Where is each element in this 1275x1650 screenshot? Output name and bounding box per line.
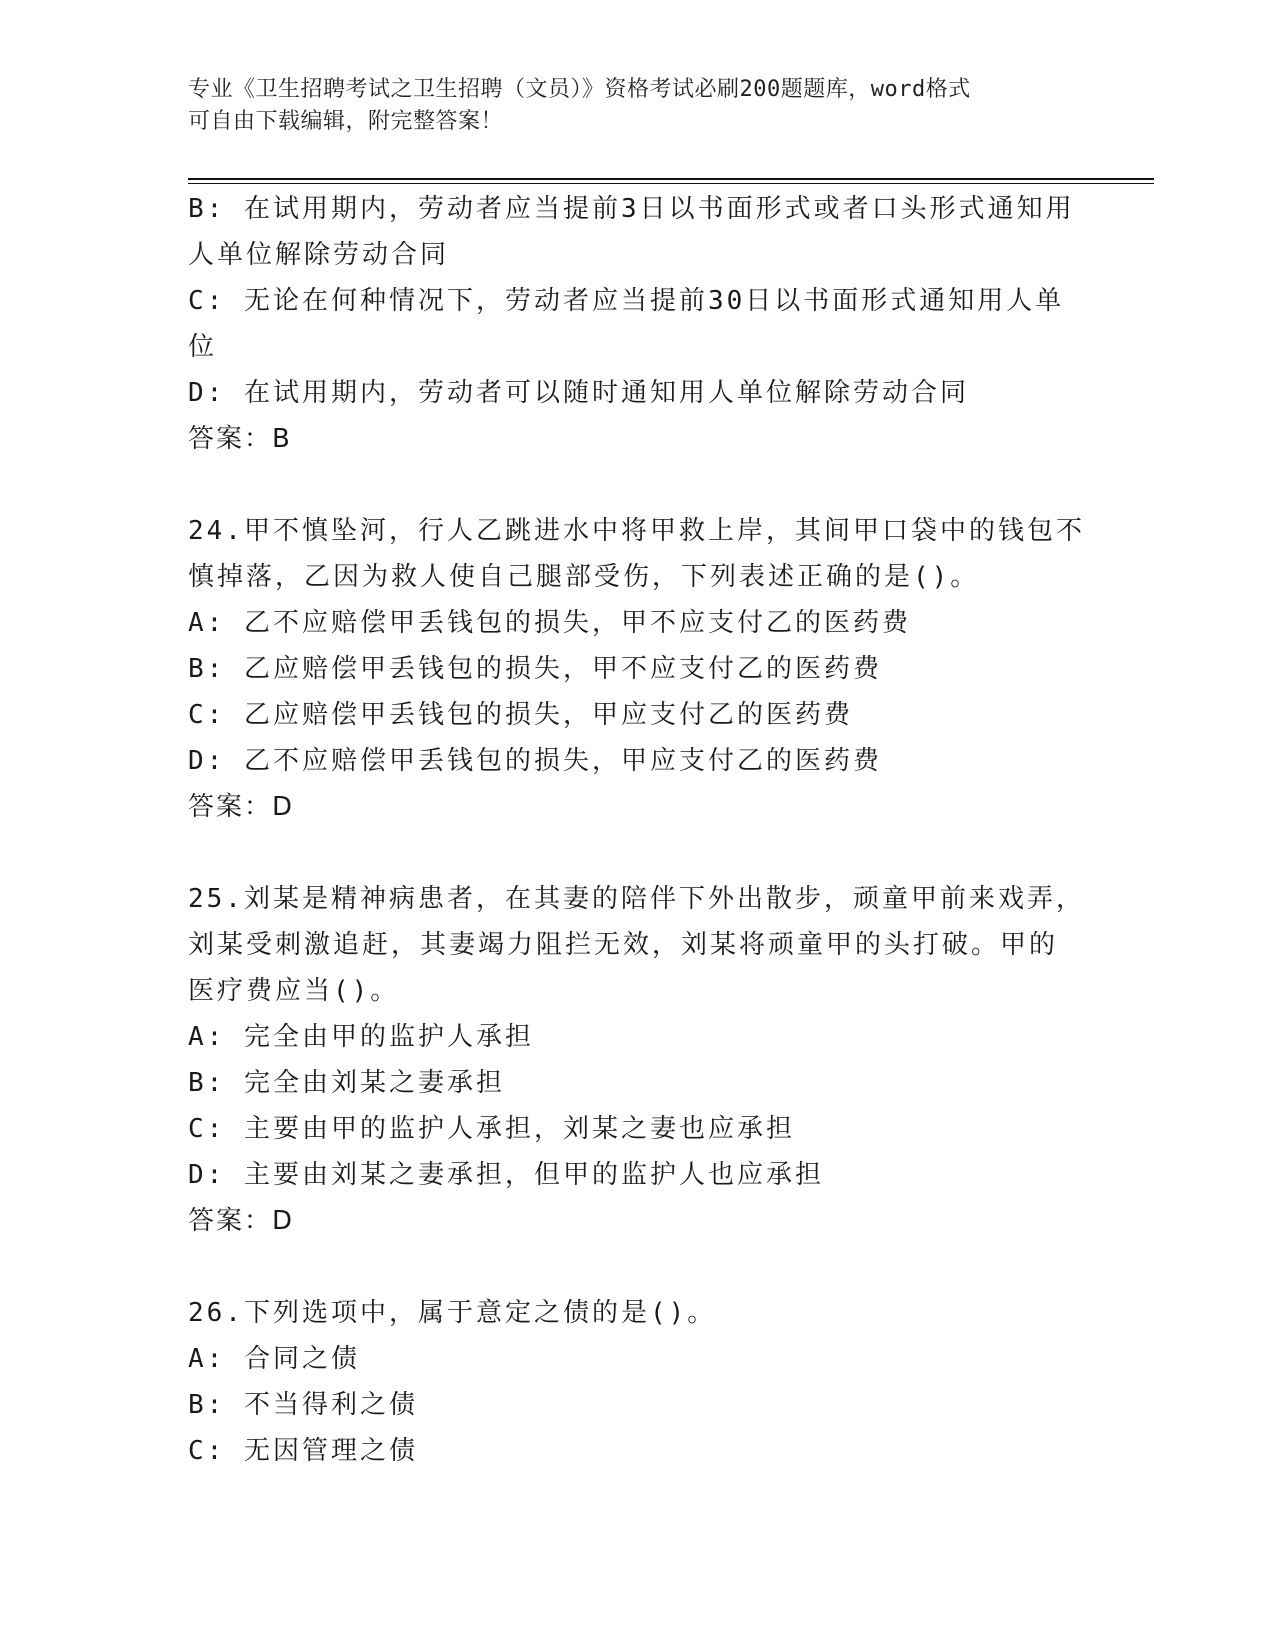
option-b: B: 在试用期内，劳动者应当提前3日以书面形式或者口头形式通知用	[188, 194, 1075, 224]
header-title-line-1: 专业《卫生招聘考试之卫生招聘（文员）》资格考试必刷200题题库，word格式	[188, 77, 971, 102]
option-c: C: 乙应赔偿甲丢钱包的损失，甲应支付乙的医药费	[188, 700, 853, 730]
option-a: A: 完全由甲的监护人承担	[188, 1022, 534, 1052]
answer: 答案：B	[188, 424, 292, 454]
option-c: C: 无因管理之债	[188, 1436, 418, 1466]
spacer	[188, 830, 1088, 876]
question-content	[188, 186, 1088, 1474]
option-d: D: 乙不应赔偿甲丢钱包的损失，甲应支付乙的医药费	[188, 746, 882, 776]
option-c-continued: 位	[188, 332, 218, 362]
question-stem-continued: 慎掉落，乙因为救人使自己腿部受伤，下列表述正确的是()。	[188, 562, 980, 592]
header-divider-thin	[188, 183, 1154, 184]
header-divider-thick	[188, 178, 1154, 180]
option-a: A: 合同之债	[188, 1344, 360, 1374]
option-b-continued: 人单位解除劳动合同	[188, 240, 450, 270]
spacer	[188, 462, 1088, 508]
question-stem-continued: 医疗费应当()。	[188, 976, 400, 1006]
question-23	[188, 186, 1088, 462]
question-stem: 25.刘某是精神病患者，在其妻的陪伴下外出散步，顽童甲前来戏弄，	[188, 884, 1085, 914]
option-b: B: 乙应赔偿甲丢钱包的损失，甲不应支付乙的医药费	[188, 654, 882, 684]
answer: 答案：D	[188, 792, 295, 822]
option-c: C: 无论在何种情况下，劳动者应当提前30日以书面形式通知用人单	[188, 286, 1065, 316]
option-b: B: 不当得利之债	[188, 1390, 418, 1420]
question-24	[188, 508, 1088, 830]
question-stem: 24.甲不慎坠河，行人乙跳进水中将甲救上岸，其间甲口袋中的钱包不	[188, 516, 1085, 546]
option-a: A: 乙不应赔偿甲丢钱包的损失，甲不应支付乙的医药费	[188, 608, 911, 638]
question-stem-continued: 刘某受刺激追赶，其妻竭力阻拦无效，刘某将顽童甲的头打破。甲的	[188, 930, 1059, 960]
spacer	[188, 1244, 1088, 1290]
question-25	[188, 876, 1088, 1244]
option-d: D: 在试用期内，劳动者可以随时通知用人单位解除劳动合同	[188, 378, 969, 408]
page-header	[188, 74, 1068, 138]
option-d: D: 主要由刘某之妻承担，但甲的监护人也应承担	[188, 1160, 824, 1190]
question-stem: 26.下列选项中，属于意定之债的是()。	[188, 1298, 717, 1328]
option-b: B: 完全由刘某之妻承担	[188, 1068, 505, 1098]
question-26	[188, 1290, 1088, 1474]
header-title-line-2: 可自由下载编辑，附完整答案！	[188, 109, 504, 134]
option-c: C: 主要由甲的监护人承担，刘某之妻也应承担	[188, 1114, 795, 1144]
answer: 答案：D	[188, 1206, 295, 1236]
